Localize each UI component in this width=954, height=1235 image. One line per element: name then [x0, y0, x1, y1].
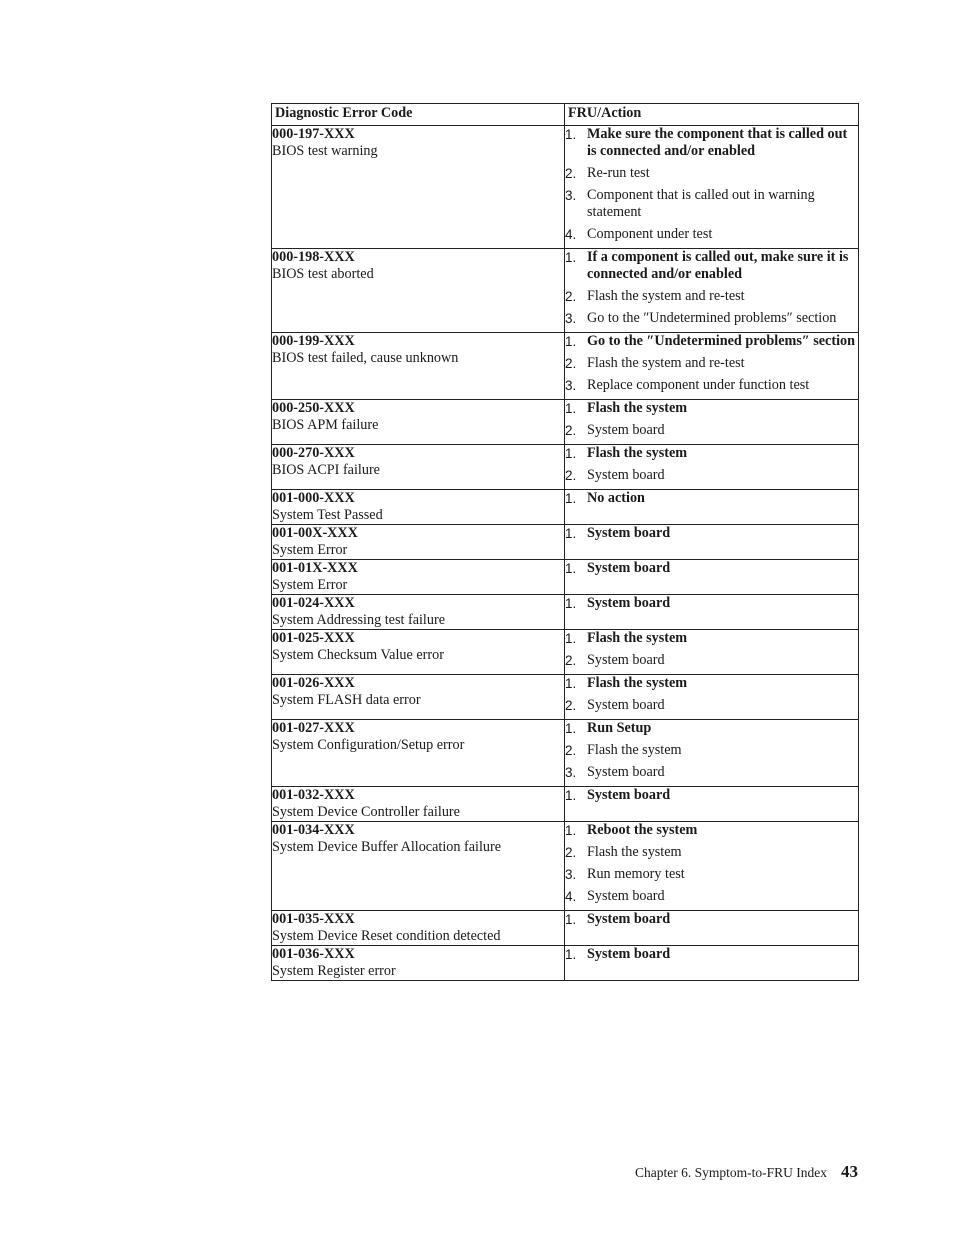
table-row — [272, 720, 859, 787]
action-item — [565, 787, 858, 804]
action-text: No action — [587, 490, 645, 506]
action-number: 3. — [565, 311, 577, 326]
error-code: 001-00X-XXX — [272, 525, 358, 541]
table-body — [272, 126, 859, 981]
action-text: System board — [587, 560, 671, 576]
error-description: System Test Passed — [272, 507, 383, 523]
fru-action-cell — [565, 675, 859, 720]
error-description: BIOS test aborted — [272, 266, 374, 282]
action-text: System board — [587, 467, 665, 483]
table-row — [272, 249, 859, 333]
error-code: 001-035-XXX — [272, 911, 355, 927]
error-description: System Configuration/Setup error — [272, 737, 465, 753]
action-list — [565, 490, 858, 507]
error-description: BIOS APM failure — [272, 417, 379, 433]
error-description: System Device Buffer Allocation failure — [272, 839, 502, 855]
action-item — [565, 400, 858, 417]
action-list — [565, 126, 858, 243]
error-code: 000-198-XXX — [272, 249, 355, 265]
table-row — [272, 787, 859, 822]
action-item — [565, 630, 858, 647]
fru-action-cell — [565, 720, 859, 787]
error-code: 001-000-XXX — [272, 490, 355, 506]
error-code: 000-250-XXX — [272, 400, 355, 416]
action-text: Flash the system — [587, 742, 682, 758]
action-list — [565, 911, 858, 928]
fru-action-cell — [565, 630, 859, 675]
action-item — [565, 675, 858, 692]
action-number: 1. — [565, 631, 577, 646]
action-item — [565, 946, 858, 963]
error-code: 001-024-XXX — [272, 595, 355, 611]
error-description: System Error — [272, 542, 348, 558]
table-row — [272, 445, 859, 490]
action-item — [565, 377, 858, 394]
action-list — [565, 946, 858, 963]
error-code-cell — [272, 675, 565, 720]
error-code-cell — [272, 787, 565, 822]
action-text: System board — [587, 697, 665, 713]
table-row — [272, 630, 859, 675]
action-number: 4. — [565, 227, 577, 242]
action-number: 1. — [565, 788, 577, 803]
error-code: 001-025-XXX — [272, 630, 355, 646]
action-item — [565, 187, 858, 221]
action-text: System board — [587, 525, 671, 541]
action-text: Go to the ″Undetermined problems″ section — [587, 310, 837, 326]
fru-action-cell — [565, 822, 859, 911]
error-code-cell — [272, 822, 565, 911]
error-description: System Error — [272, 577, 348, 593]
error-description: BIOS test failed, cause unknown — [272, 350, 459, 366]
table-row — [272, 560, 859, 595]
table-row — [272, 911, 859, 946]
action-text: System board — [587, 595, 671, 611]
table-header-row — [272, 104, 859, 126]
action-item — [565, 355, 858, 372]
action-text: System board — [587, 787, 671, 803]
action-list — [565, 675, 858, 714]
action-item — [565, 764, 858, 781]
fru-action-cell — [565, 946, 859, 981]
error-code-cell — [272, 400, 565, 445]
action-item — [565, 697, 858, 714]
fru-action-cell — [565, 595, 859, 630]
fru-action-cell — [565, 560, 859, 595]
action-number: 2. — [565, 356, 577, 371]
action-number: 2. — [565, 166, 577, 181]
error-description: System Register error — [272, 963, 396, 979]
error-description: System Device Reset condition detected — [272, 928, 501, 944]
error-code-cell — [272, 249, 565, 333]
fru-action-cell — [565, 911, 859, 946]
fru-action-cell — [565, 126, 859, 249]
action-list — [565, 525, 858, 542]
action-text: Flash the system and re-test — [587, 355, 745, 371]
action-item — [565, 490, 858, 507]
action-text: Component that is called out in warning statement — [587, 187, 815, 220]
action-number: 2. — [565, 468, 577, 483]
error-code-cell — [272, 490, 565, 525]
error-code-cell — [272, 720, 565, 787]
action-list — [565, 249, 858, 327]
error-description: System Checksum Value error — [272, 647, 444, 663]
action-item — [565, 288, 858, 305]
table-row — [272, 675, 859, 720]
action-item — [565, 720, 858, 737]
error-description: System FLASH data error — [272, 692, 421, 708]
action-text: Flash the system — [587, 400, 688, 416]
action-number: 3. — [565, 765, 577, 780]
action-text: Component under test — [587, 226, 713, 242]
action-item — [565, 652, 858, 669]
error-code: 001-032-XXX — [272, 787, 355, 803]
action-number: 1. — [565, 401, 577, 416]
fru-action-cell — [565, 445, 859, 490]
action-number: 1. — [565, 334, 577, 349]
action-text: Flash the system — [587, 844, 682, 860]
action-item — [565, 560, 858, 577]
table-row — [272, 490, 859, 525]
table-row — [272, 126, 859, 249]
page-footer — [635, 1162, 858, 1182]
action-text: System board — [587, 946, 671, 962]
action-number: 1. — [565, 127, 577, 142]
action-list — [565, 787, 858, 804]
action-number: 1. — [565, 823, 577, 838]
action-number: 2. — [565, 423, 577, 438]
action-number: 1. — [565, 947, 577, 962]
action-number: 2. — [565, 743, 577, 758]
action-text: Run memory test — [587, 866, 685, 882]
action-list — [565, 630, 858, 669]
action-text: System board — [587, 764, 665, 780]
action-text: Replace component under function test — [587, 377, 810, 393]
page-number: 43 — [841, 1162, 858, 1181]
error-code: 001-026-XXX — [272, 675, 355, 691]
action-text: Flash the system — [587, 675, 688, 691]
error-code-cell — [272, 126, 565, 249]
action-item — [565, 595, 858, 612]
error-code: 001-034-XXX — [272, 822, 355, 838]
error-description: BIOS ACPI failure — [272, 462, 380, 478]
action-number: 1. — [565, 491, 577, 506]
column-header-fru-action: FRU/Action — [565, 104, 859, 126]
action-item — [565, 310, 858, 327]
action-number: 1. — [565, 526, 577, 541]
action-number: 1. — [565, 561, 577, 576]
error-code-cell — [272, 525, 565, 560]
table-row — [272, 822, 859, 911]
action-item — [565, 866, 858, 883]
action-text: If a component is called out, make sure it is connected and/or enabled — [587, 249, 849, 282]
action-item — [565, 822, 858, 839]
action-text: System board — [587, 888, 665, 904]
action-number: 1. — [565, 250, 577, 265]
error-code: 000-199-XXX — [272, 333, 355, 349]
error-code-cell — [272, 560, 565, 595]
action-item — [565, 742, 858, 759]
action-number: 1. — [565, 721, 577, 736]
action-item — [565, 911, 858, 928]
error-description: System Device Controller failure — [272, 804, 460, 820]
error-code: 001-01X-XXX — [272, 560, 358, 576]
error-description: BIOS test warning — [272, 143, 378, 159]
action-number: 3. — [565, 188, 577, 203]
error-code-cell — [272, 630, 565, 675]
action-list — [565, 560, 858, 577]
action-list — [565, 400, 858, 439]
action-list — [565, 720, 858, 781]
action-number: 3. — [565, 867, 577, 882]
error-code-cell — [272, 911, 565, 946]
action-text: System board — [587, 911, 671, 927]
action-item — [565, 126, 858, 160]
error-description: System Addressing test failure — [272, 612, 445, 628]
chapter-title: Chapter 6. Symptom-to-FRU Index — [635, 1165, 827, 1180]
fru-action-cell — [565, 249, 859, 333]
action-item — [565, 333, 858, 350]
action-text: System board — [587, 652, 665, 668]
error-code: 001-036-XXX — [272, 946, 355, 962]
action-text: System board — [587, 422, 665, 438]
action-number: 1. — [565, 596, 577, 611]
table-row — [272, 946, 859, 981]
action-number: 1. — [565, 446, 577, 461]
fru-action-cell — [565, 525, 859, 560]
action-text: Flash the system and re-test — [587, 288, 745, 304]
action-text: Go to the ″Undetermined problems″ section — [587, 333, 856, 349]
action-text: Run Setup — [587, 720, 652, 736]
action-item — [565, 888, 858, 905]
action-number: 2. — [565, 845, 577, 860]
error-code-cell — [272, 595, 565, 630]
action-list — [565, 333, 858, 394]
action-text: Reboot the system — [587, 822, 698, 838]
error-code: 000-270-XXX — [272, 445, 355, 461]
action-number: 2. — [565, 289, 577, 304]
error-code: 001-027-XXX — [272, 720, 355, 736]
table-row — [272, 333, 859, 400]
action-item — [565, 525, 858, 542]
action-item — [565, 467, 858, 484]
action-item — [565, 844, 858, 861]
action-item — [565, 226, 858, 243]
diagnostic-error-code-table — [271, 103, 859, 981]
fru-action-cell — [565, 787, 859, 822]
fru-action-cell — [565, 333, 859, 400]
action-text: Flash the system — [587, 630, 688, 646]
action-number: 2. — [565, 653, 577, 668]
action-number: 4. — [565, 889, 577, 904]
error-code-cell — [272, 333, 565, 400]
error-code-cell — [272, 946, 565, 981]
error-code: 000-197-XXX — [272, 126, 355, 142]
fru-action-cell — [565, 490, 859, 525]
error-code-cell — [272, 445, 565, 490]
action-item — [565, 165, 858, 182]
table-row — [272, 400, 859, 445]
action-item — [565, 422, 858, 439]
action-item — [565, 445, 858, 462]
table-row — [272, 525, 859, 560]
action-number: 1. — [565, 912, 577, 927]
action-number: 2. — [565, 698, 577, 713]
action-number: 1. — [565, 676, 577, 691]
fru-action-cell — [565, 400, 859, 445]
action-number: 3. — [565, 378, 577, 393]
column-header-diagnostic-error-code: Diagnostic Error Code — [272, 104, 565, 126]
table-row — [272, 595, 859, 630]
action-item — [565, 249, 858, 283]
action-text: Flash the system — [587, 445, 688, 461]
action-list — [565, 822, 858, 905]
action-list — [565, 445, 858, 484]
action-list — [565, 595, 858, 612]
action-text: Re-run test — [587, 165, 650, 181]
action-text: Make sure the component that is called out is connected and/or enabled — [587, 126, 848, 159]
